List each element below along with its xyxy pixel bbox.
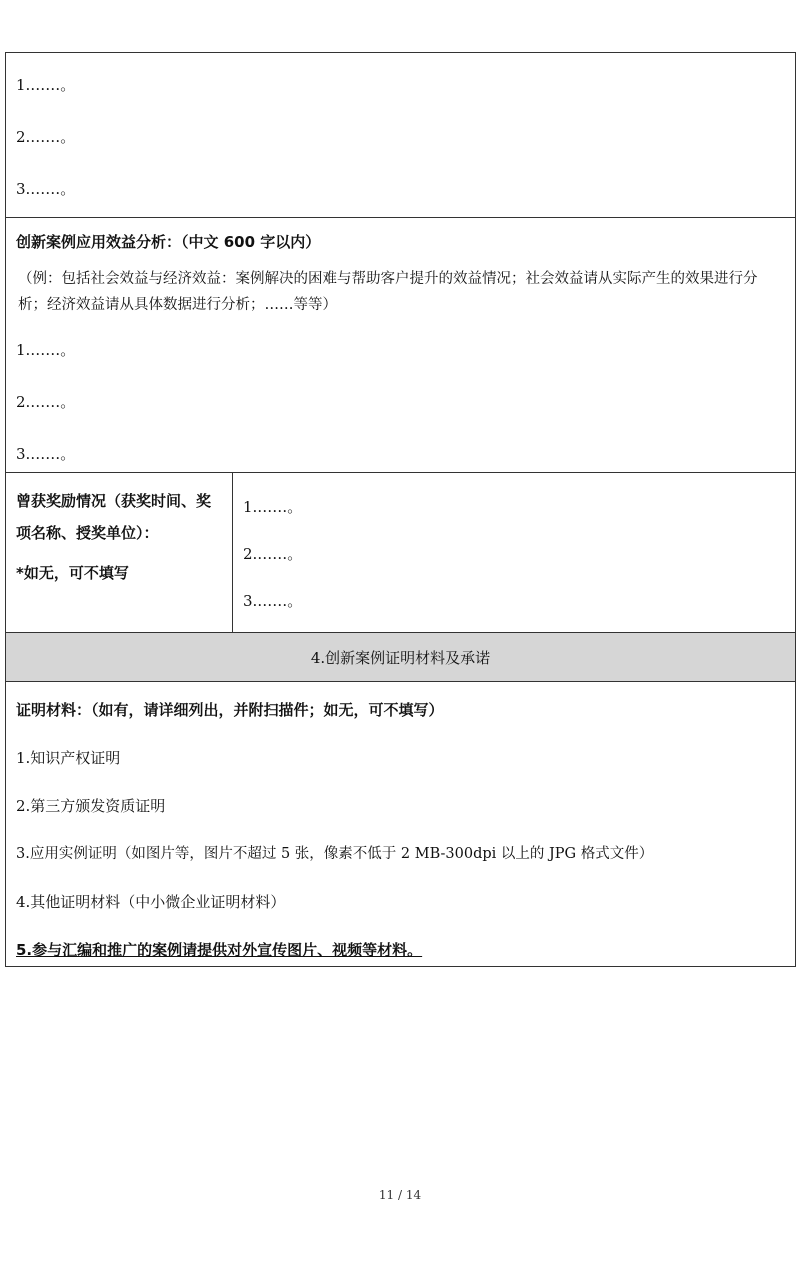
list-item: 2.……。 (243, 545, 303, 563)
materials-row (6, 682, 796, 967)
list-item: 3.……。 (243, 592, 303, 610)
material-item: 4.其他证明材料（中小微企业证明材料） (16, 893, 286, 911)
list-item: 1.……。 (16, 341, 76, 359)
materials-heading: 证明材料：（如有，请详细列出，并附扫描件；如无，可不填写） (16, 701, 444, 719)
benefit-heading: 创新案例应用效益分析：（中文 600 字以内） (16, 233, 321, 251)
list-item: 3.……。 (16, 180, 76, 198)
section-4-row (6, 633, 796, 682)
awards-label-cell (6, 473, 233, 633)
list-item: 1.……。 (16, 76, 76, 94)
benefit-hint: （例：包括社会效益与经济效益：案例解决的困难与帮助客户提升的效益情况；社会效益请从实际产生的效果进行分析；经济效益请从具体数据进行分析；……等等） (18, 271, 758, 313)
awards-list-cell (233, 473, 796, 633)
awards-label: 曾获奖励情况（获奖时间、奖项名称、授奖单位）： (16, 492, 212, 542)
materials-cell (6, 682, 796, 967)
form-table (5, 52, 796, 967)
awards-note: *如无，可不填写 (16, 564, 129, 582)
material-item-underlined (16, 926, 785, 966)
list-item: 2.……。 (16, 393, 76, 411)
awards-row (6, 473, 796, 633)
section-4-header: 4.创新案例证明材料及承诺 (6, 633, 796, 682)
material-item: 2.第三方颁发资质证明 (16, 797, 166, 815)
list-item: 2.……。 (16, 128, 76, 146)
form-sheet (5, 52, 795, 967)
list-item: 1.……。 (243, 498, 303, 516)
material-item: 3.应用实例证明（如图片等，图片不超过 5 张，像素不低于 2 MB-300dpi 以上的 JPG 格式文件） (16, 846, 654, 862)
top-list-cell (6, 53, 796, 218)
list-item: 3.……。 (16, 445, 76, 463)
material-underlined-text: 5.参与汇编和推广的案例请提供对外宣传图片、视频等材料。 (16, 941, 423, 959)
page-number: 11 / 14 (378, 1188, 422, 1202)
material-item: 1.知识产权证明 (16, 749, 121, 767)
top-list-row (6, 53, 796, 218)
benefit-cell (6, 218, 796, 473)
benefit-row (6, 218, 796, 473)
